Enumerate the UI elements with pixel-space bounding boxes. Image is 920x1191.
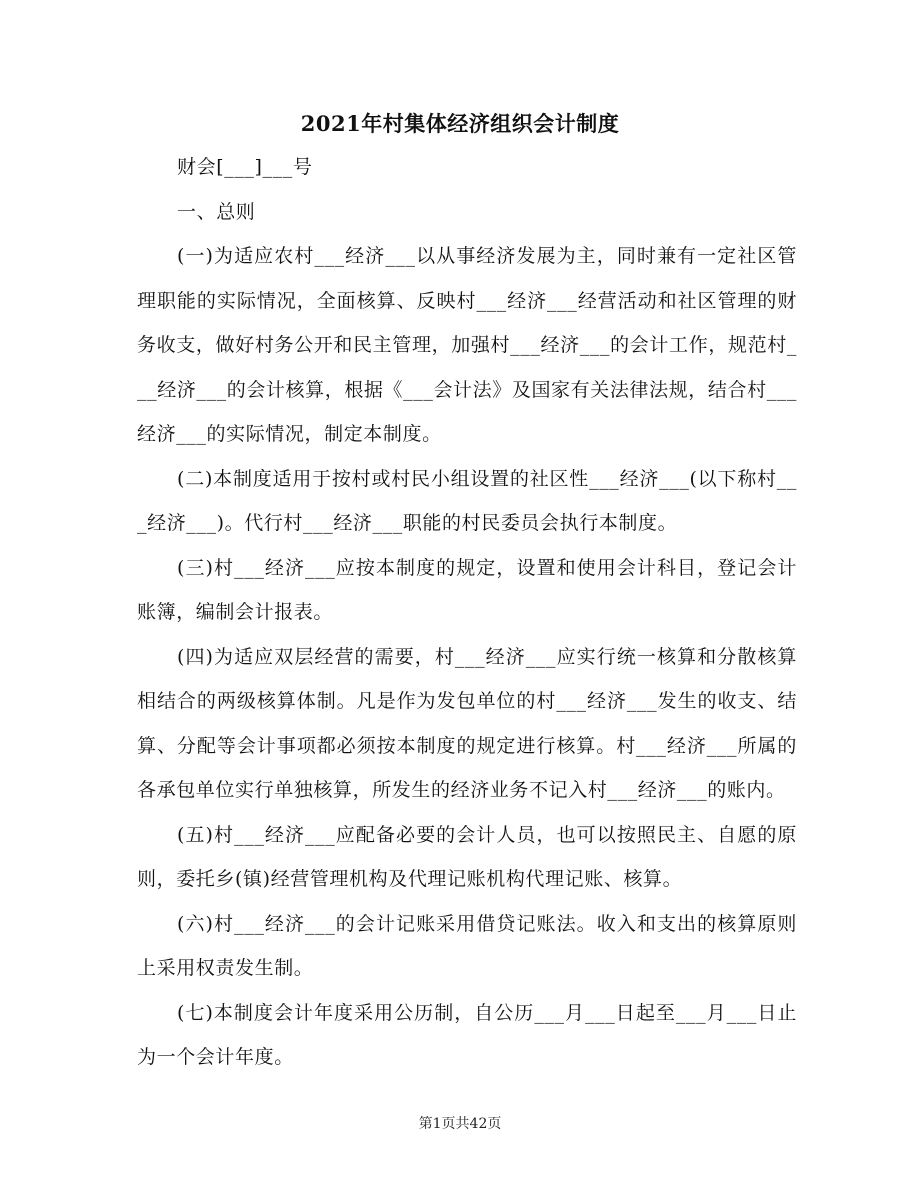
document-body	[137, 145, 797, 1080]
paragraph-2: (二)本制度适用于按村或村民小组设置的社区性___经济___(以下称村___经济___)。代行村___经济___职能的村民委员会执行本制度。	[137, 467, 797, 534]
section-heading: 一、总则	[177, 200, 256, 223]
paragraph-1: (一)为适应农村___经济___以从事经济发展为主，同时兼有一定社区管理职能的实际情况，全面核算、反映村___经济___经营活动和社区管理的财务收支，做好村务公开和民主管理，加强村___经济___的会计工作，规范村___经济___的会计核算，根据《___会计法》及国家有关法律法规，结合村___经济___的实际情况，制定本制度。	[137, 245, 797, 445]
paragraph-3: (三)村___经济___应按本制度的规定，设置和使用会计科目，登记会计账簿，编制会计报表。	[137, 556, 797, 623]
paragraph-5: (五)村___经济___应配备必要的会计人员，也可以按照民主、自愿的原则，委托乡(镇)经营管理机构及代理记账机构代理记账、核算。	[137, 823, 797, 890]
paragraph-4: (四)为适应双层经营的需要，村___经济___应实行统一核算和分散核算相结合的两级核算体制。凡是作为发包单位的村___经济___发生的收支、结算、分配等会计事项都必须按本制度的规定进行核算。村___经济___所属的各承包单位实行单独核算，所发生的经济业务不记入村___经济___的账内。	[137, 645, 797, 801]
paragraph-6: (六)村___经济___的会计记账采用借贷记账法。收入和支出的核算原则上采用权责发生制。	[137, 912, 797, 979]
document-title: 2021年村集体经济组织会计制度	[300, 111, 620, 136]
page-number: 第1页共42页	[418, 1116, 502, 1132]
paragraph-7: (七)本制度会计年度采用公历制，自公历___月___日起至___月___日止为一个会计年度。	[137, 1001, 797, 1068]
doc-number: 财会[___]___号	[177, 156, 313, 178]
